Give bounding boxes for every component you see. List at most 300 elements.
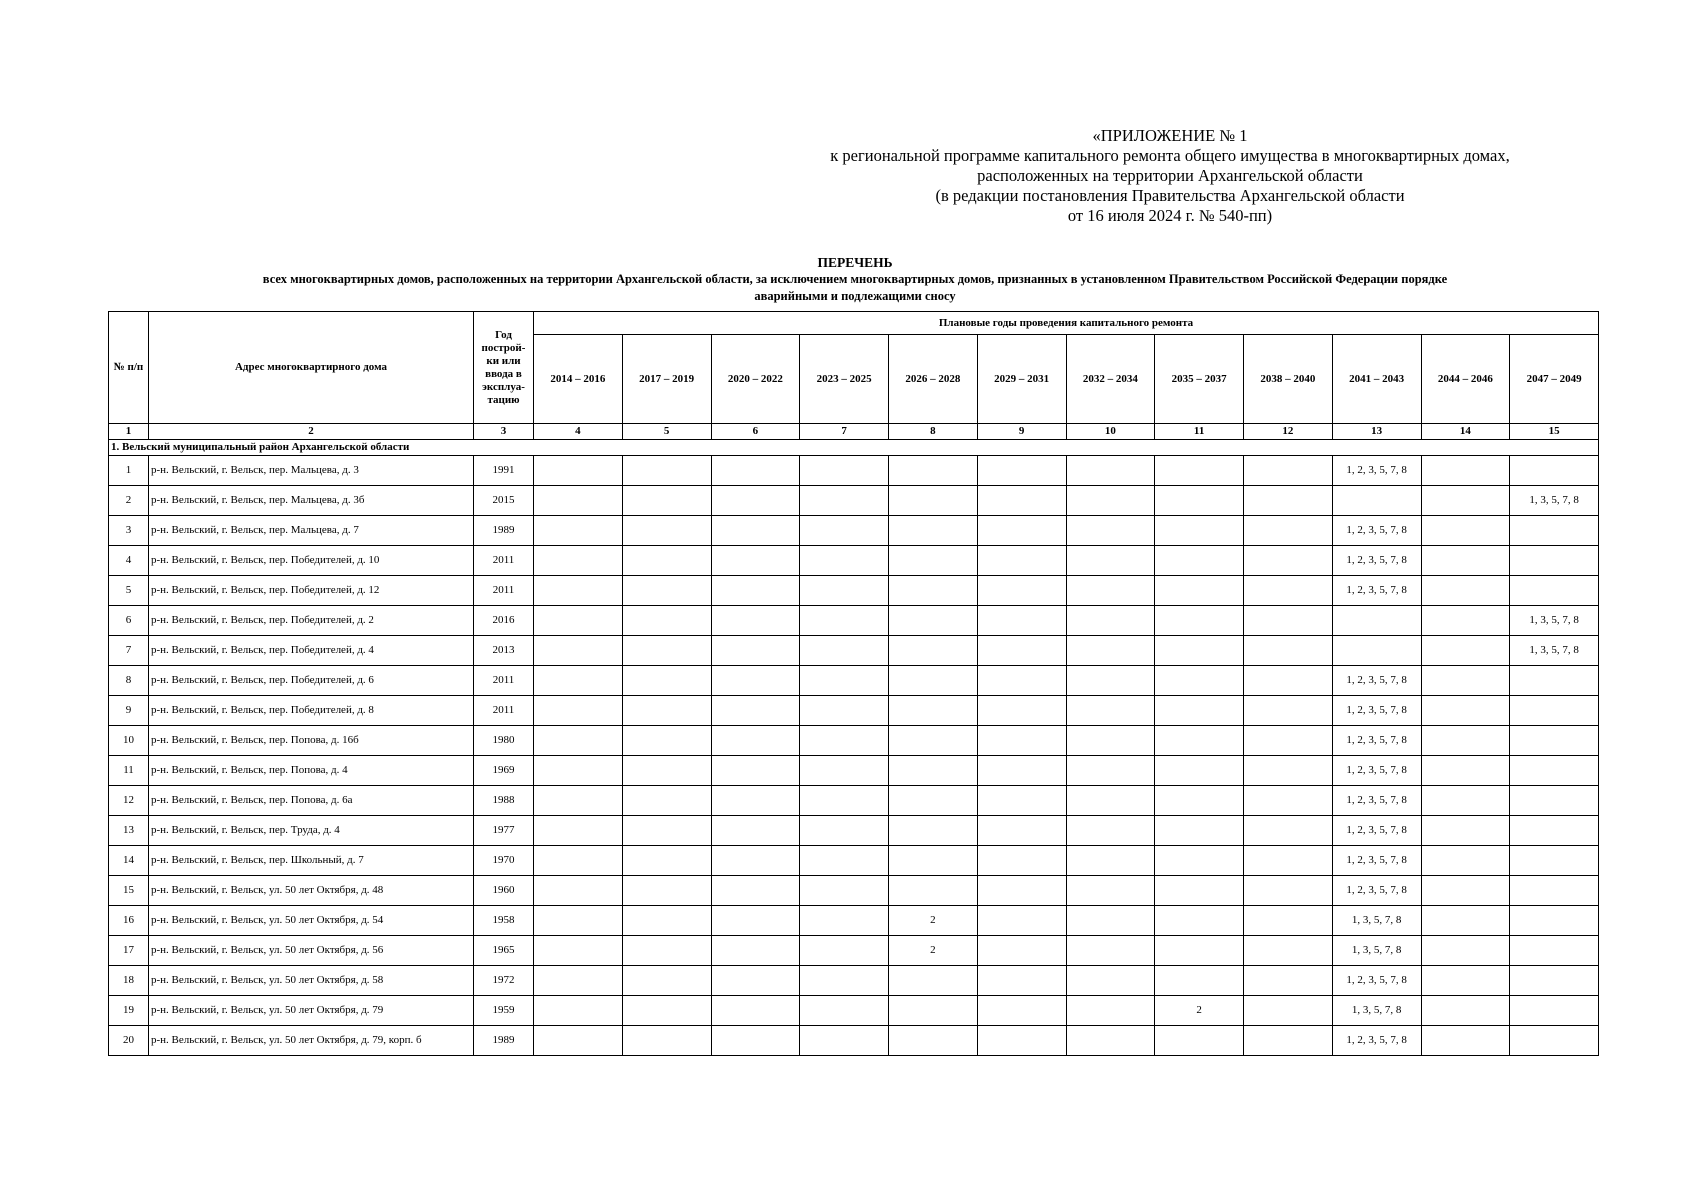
column-number: 11 <box>1155 424 1244 440</box>
row-period-cell <box>889 516 978 546</box>
row-number: 10 <box>109 726 149 756</box>
row-period-cell <box>800 816 889 846</box>
table-row <box>109 576 1599 606</box>
row-period-cell <box>1155 516 1244 546</box>
row-period-cell <box>711 936 800 966</box>
row-period-cell <box>1066 876 1155 906</box>
row-period-cell <box>711 786 800 816</box>
row-period-cell <box>800 936 889 966</box>
row-year: 2011 <box>474 546 534 576</box>
row-period-cell <box>711 576 800 606</box>
column-number: 2 <box>149 424 474 440</box>
row-period-cell <box>622 786 711 816</box>
row-period-cell <box>1155 486 1244 516</box>
row-period-cell: 1, 2, 3, 5, 7, 8 <box>1332 456 1421 486</box>
row-period-cell <box>1421 876 1510 906</box>
row-year: 2016 <box>474 606 534 636</box>
row-year: 1991 <box>474 456 534 486</box>
row-period-cell <box>1510 756 1599 786</box>
row-period-cell <box>534 1026 623 1056</box>
row-period-cell <box>1244 696 1333 726</box>
table-row <box>109 756 1599 786</box>
row-period-cell <box>534 606 623 636</box>
column-number: 6 <box>711 424 800 440</box>
row-period-cell <box>1066 786 1155 816</box>
row-period-cell: 1, 3, 5, 7, 8 <box>1332 996 1421 1026</box>
row-period-cell <box>889 486 978 516</box>
row-period-cell <box>1421 666 1510 696</box>
row-period-cell <box>889 846 978 876</box>
row-period-cell <box>1421 966 1510 996</box>
row-period-cell <box>1510 576 1599 606</box>
row-period-cell <box>1332 606 1421 636</box>
row-period-cell <box>1244 726 1333 756</box>
row-period-cell <box>1066 546 1155 576</box>
row-period-cell <box>1510 666 1599 696</box>
row-period-cell: 2 <box>889 906 978 936</box>
row-period-cell: 1, 2, 3, 5, 7, 8 <box>1332 576 1421 606</box>
row-period-cell <box>1421 936 1510 966</box>
appendix-line: к региональной программе капитального ремонта общего имущества в многоквартирных домах, <box>830 146 1510 165</box>
row-address: р-н. Вельский, г. Вельск, ул. 50 лет Октября, д. 79 <box>149 996 474 1026</box>
row-period-cell <box>889 996 978 1026</box>
row-number: 18 <box>109 966 149 996</box>
row-period-cell <box>1510 936 1599 966</box>
row-address: р-н. Вельский, г. Вельск, пер. Мальцева, д. 3б <box>149 486 474 516</box>
row-period-cell <box>1510 546 1599 576</box>
row-period-cell <box>1066 636 1155 666</box>
row-period-cell <box>1421 906 1510 936</box>
row-address: р-н. Вельский, г. Вельск, пер. Победителей, д. 2 <box>149 606 474 636</box>
row-period-cell: 1, 2, 3, 5, 7, 8 <box>1332 756 1421 786</box>
row-period-cell <box>1155 456 1244 486</box>
row-period-cell <box>977 846 1066 876</box>
row-period-cell <box>1421 696 1510 726</box>
row-year: 2015 <box>474 486 534 516</box>
row-period-cell <box>1421 486 1510 516</box>
row-number: 20 <box>109 1026 149 1056</box>
row-period-cell <box>1155 936 1244 966</box>
row-period-cell <box>1244 576 1333 606</box>
row-period-cell <box>711 1026 800 1056</box>
row-period-cell <box>800 756 889 786</box>
row-period-cell <box>711 456 800 486</box>
table-row <box>109 996 1599 1026</box>
row-period-cell <box>1421 516 1510 546</box>
row-period-cell <box>711 636 800 666</box>
row-period-cell <box>889 726 978 756</box>
row-period-cell <box>534 936 623 966</box>
row-period-cell <box>534 486 623 516</box>
section-label: 1. Вельский муниципальный район Архангельской области <box>109 440 1599 456</box>
row-period-cell <box>534 696 623 726</box>
header-num: № п/п <box>109 312 149 424</box>
row-period-cell <box>1421 786 1510 816</box>
row-period-cell <box>622 876 711 906</box>
column-number: 9 <box>977 424 1066 440</box>
row-period-cell <box>534 966 623 996</box>
row-period-cell <box>977 576 1066 606</box>
row-period-cell <box>800 606 889 636</box>
row-period-cell <box>534 456 623 486</box>
row-period-cell <box>534 756 623 786</box>
row-period-cell <box>1066 996 1155 1026</box>
row-period-cell <box>711 876 800 906</box>
appendix-line: (в редакции постановления Правительства Архангельской области <box>935 186 1405 205</box>
row-period-cell <box>977 636 1066 666</box>
row-period-cell <box>622 726 711 756</box>
table-row <box>109 1026 1599 1056</box>
row-period-cell <box>1155 876 1244 906</box>
header-period: 2023 – 2025 <box>800 335 889 424</box>
row-period-cell <box>1244 636 1333 666</box>
row-period-cell <box>622 486 711 516</box>
row-period-cell <box>889 666 978 696</box>
row-period-cell <box>534 786 623 816</box>
row-period-cell <box>800 1026 889 1056</box>
row-period-cell <box>1244 876 1333 906</box>
row-period-cell <box>1421 1026 1510 1056</box>
header-period: 2035 – 2037 <box>1155 335 1244 424</box>
row-period-cell <box>1421 996 1510 1026</box>
row-period-cell <box>711 726 800 756</box>
row-period-cell <box>1421 576 1510 606</box>
row-period-cell <box>1155 606 1244 636</box>
column-number: 10 <box>1066 424 1155 440</box>
row-period-cell: 1, 2, 3, 5, 7, 8 <box>1332 546 1421 576</box>
table-row <box>109 636 1599 666</box>
row-address: р-н. Вельский, г. Вельск, пер. Труда, д. 4 <box>149 816 474 846</box>
row-period-cell <box>711 966 800 996</box>
column-number: 15 <box>1510 424 1599 440</box>
row-period-cell <box>1155 756 1244 786</box>
row-period-cell <box>1066 666 1155 696</box>
row-period-cell: 1, 2, 3, 5, 7, 8 <box>1332 666 1421 696</box>
row-period-cell <box>977 966 1066 996</box>
row-number: 7 <box>109 636 149 666</box>
table-row <box>109 606 1599 636</box>
row-period-cell <box>800 666 889 696</box>
title-line: аварийными и подлежащими сносу <box>754 289 956 303</box>
table-row <box>109 816 1599 846</box>
row-period-cell <box>534 996 623 1026</box>
header-period: 2020 – 2022 <box>711 335 800 424</box>
row-year: 1965 <box>474 936 534 966</box>
column-number: 5 <box>622 424 711 440</box>
row-period-cell <box>1510 966 1599 996</box>
row-period-cell <box>977 996 1066 1026</box>
row-period-cell <box>889 576 978 606</box>
column-number: 7 <box>800 424 889 440</box>
row-period-cell <box>534 516 623 546</box>
table-header-row <box>109 312 1599 335</box>
row-period-cell <box>622 936 711 966</box>
row-period-cell <box>534 816 623 846</box>
row-period-cell <box>622 546 711 576</box>
row-address: р-н. Вельский, г. Вельск, пер. Мальцева, д. 3 <box>149 456 474 486</box>
row-address: р-н. Вельский, г. Вельск, пер. Победителей, д. 10 <box>149 546 474 576</box>
row-period-cell <box>1155 906 1244 936</box>
row-period-cell <box>622 576 711 606</box>
row-period-cell <box>889 456 978 486</box>
column-number: 13 <box>1332 424 1421 440</box>
row-period-cell <box>1510 1026 1599 1056</box>
row-period-cell <box>1155 786 1244 816</box>
row-period-cell <box>534 666 623 696</box>
row-year: 1980 <box>474 726 534 756</box>
column-number: 3 <box>474 424 534 440</box>
row-period-cell <box>977 906 1066 936</box>
row-period-cell <box>1066 816 1155 846</box>
row-address: р-н. Вельский, г. Вельск, ул. 50 лет Октября, д. 56 <box>149 936 474 966</box>
row-period-cell <box>977 1026 1066 1056</box>
row-period-cell <box>800 876 889 906</box>
row-period-cell <box>1421 846 1510 876</box>
row-period-cell: 1, 2, 3, 5, 7, 8 <box>1332 1026 1421 1056</box>
row-year: 1989 <box>474 516 534 546</box>
row-period-cell <box>1066 456 1155 486</box>
row-period-cell <box>1244 846 1333 876</box>
row-period-cell <box>622 906 711 936</box>
row-period-cell <box>1155 546 1244 576</box>
row-period-cell <box>800 486 889 516</box>
row-number: 11 <box>109 756 149 786</box>
row-period-cell: 1, 3, 5, 7, 8 <box>1332 936 1421 966</box>
table-row <box>109 546 1599 576</box>
row-period-cell <box>977 876 1066 906</box>
row-period-cell <box>1244 546 1333 576</box>
table-row <box>109 516 1599 546</box>
row-period-cell <box>889 606 978 636</box>
row-period-cell <box>1155 666 1244 696</box>
row-period-cell <box>1244 996 1333 1026</box>
document-title <box>110 254 1600 305</box>
row-period-cell <box>977 516 1066 546</box>
row-period-cell <box>1066 486 1155 516</box>
row-period-cell <box>977 726 1066 756</box>
row-period-cell <box>711 486 800 516</box>
row-period-cell <box>800 846 889 876</box>
row-year: 1969 <box>474 756 534 786</box>
table-row <box>109 666 1599 696</box>
row-address: р-н. Вельский, г. Вельск, пер. Школьный, д. 7 <box>149 846 474 876</box>
row-period-cell <box>800 636 889 666</box>
row-period-cell <box>622 756 711 786</box>
row-period-cell <box>1066 756 1155 786</box>
row-number: 9 <box>109 696 149 726</box>
table-row <box>109 726 1599 756</box>
row-period-cell: 1, 3, 5, 7, 8 <box>1510 636 1599 666</box>
table-body <box>109 440 1599 1056</box>
row-period-cell <box>1510 786 1599 816</box>
row-address: р-н. Вельский, г. Вельск, ул. 50 лет Октября, д. 54 <box>149 906 474 936</box>
row-period-cell <box>1421 456 1510 486</box>
row-number: 5 <box>109 576 149 606</box>
row-period-cell <box>1155 726 1244 756</box>
header-year: Год построй-ки или ввода в эксплуа-тацию <box>474 312 534 424</box>
row-period-cell <box>534 546 623 576</box>
row-address: р-н. Вельский, г. Вельск, ул. 50 лет Октября, д. 58 <box>149 966 474 996</box>
row-period-cell <box>622 516 711 546</box>
column-number: 12 <box>1244 424 1333 440</box>
row-period-cell: 1, 2, 3, 5, 7, 8 <box>1332 696 1421 726</box>
row-period-cell <box>800 966 889 996</box>
row-period-cell <box>534 906 623 936</box>
row-period-cell <box>800 906 889 936</box>
row-year: 2011 <box>474 576 534 606</box>
row-period-cell <box>622 696 711 726</box>
header-period: 2032 – 2034 <box>1066 335 1155 424</box>
row-period-cell <box>977 606 1066 636</box>
row-year: 2011 <box>474 696 534 726</box>
row-year: 1959 <box>474 996 534 1026</box>
header-period: 2038 – 2040 <box>1244 335 1333 424</box>
row-period-cell <box>1155 966 1244 996</box>
row-period-cell <box>1244 936 1333 966</box>
row-period-cell <box>1155 846 1244 876</box>
row-period-cell <box>1510 996 1599 1026</box>
row-period-cell <box>1244 456 1333 486</box>
row-address: р-н. Вельский, г. Вельск, пер. Победителей, д. 6 <box>149 666 474 696</box>
row-period-cell <box>1155 1026 1244 1056</box>
row-period-cell <box>1421 546 1510 576</box>
table-row <box>109 696 1599 726</box>
row-period-cell <box>977 936 1066 966</box>
row-period-cell <box>622 846 711 876</box>
row-period-cell <box>800 576 889 606</box>
row-period-cell <box>800 516 889 546</box>
row-year: 1960 <box>474 876 534 906</box>
row-period-cell <box>1510 456 1599 486</box>
row-period-cell <box>800 546 889 576</box>
row-period-cell <box>534 636 623 666</box>
row-period-cell: 1, 2, 3, 5, 7, 8 <box>1332 876 1421 906</box>
row-period-cell <box>622 456 711 486</box>
row-period-cell <box>711 816 800 846</box>
table-row <box>109 906 1599 936</box>
row-period-cell <box>711 846 800 876</box>
row-address: р-н. Вельский, г. Вельск, пер. Победителей, д. 8 <box>149 696 474 726</box>
row-year: 1977 <box>474 816 534 846</box>
table-row <box>109 876 1599 906</box>
row-period-cell <box>1421 816 1510 846</box>
row-period-cell <box>977 756 1066 786</box>
appendix-line: от 16 июля 2024 г. № 540-пп) <box>1067 206 1273 225</box>
appendix-line: «ПРИЛОЖЕНИЕ № 1 <box>1092 126 1248 145</box>
row-number: 13 <box>109 816 149 846</box>
row-period-cell: 1, 3, 5, 7, 8 <box>1510 606 1599 636</box>
row-period-cell <box>1155 636 1244 666</box>
row-address: р-н. Вельский, г. Вельск, пер. Попова, д. 16б <box>149 726 474 756</box>
table-row <box>109 456 1599 486</box>
row-year: 2011 <box>474 666 534 696</box>
row-period-cell: 1, 3, 5, 7, 8 <box>1510 486 1599 516</box>
row-period-cell <box>1244 906 1333 936</box>
row-period-cell: 2 <box>1155 996 1244 1026</box>
row-period-cell <box>1421 726 1510 756</box>
row-period-cell <box>622 666 711 696</box>
title-line: всех многоквартирных домов, расположенных на территории Архангельской области, за исключением многоквартирных домов, признанных в установленном Правительством Российской Федерации порядке <box>262 272 1448 286</box>
row-period-cell <box>1066 906 1155 936</box>
row-period-cell <box>889 876 978 906</box>
row-address: р-н. Вельский, г. Вельск, пер. Попова, д. 6а <box>149 786 474 816</box>
row-period-cell <box>534 846 623 876</box>
row-period-cell <box>1066 696 1155 726</box>
row-period-cell <box>889 696 978 726</box>
row-period-cell <box>1244 606 1333 636</box>
row-period-cell <box>622 606 711 636</box>
row-period-cell <box>1066 576 1155 606</box>
row-period-cell <box>1066 726 1155 756</box>
row-period-cell <box>622 966 711 996</box>
row-period-cell <box>534 876 623 906</box>
table-row <box>109 786 1599 816</box>
row-period-cell <box>1244 786 1333 816</box>
section-row <box>109 440 1599 456</box>
row-period-cell <box>711 606 800 636</box>
row-period-cell <box>711 546 800 576</box>
table-row <box>109 936 1599 966</box>
row-year: 1958 <box>474 906 534 936</box>
row-year: 1972 <box>474 966 534 996</box>
row-period-cell <box>1155 696 1244 726</box>
row-year: 1988 <box>474 786 534 816</box>
row-period-cell <box>800 456 889 486</box>
row-period-cell <box>1332 636 1421 666</box>
title-main: ПЕРЕЧЕНЬ <box>817 255 893 270</box>
row-period-cell <box>711 666 800 696</box>
row-period-cell <box>800 726 889 756</box>
row-number: 19 <box>109 996 149 1026</box>
row-period-cell <box>534 726 623 756</box>
row-period-cell: 2 <box>889 936 978 966</box>
row-period-cell <box>1510 846 1599 876</box>
row-period-cell <box>1066 1026 1155 1056</box>
row-period-cell <box>977 816 1066 846</box>
row-period-cell <box>800 786 889 816</box>
appendix-header <box>820 126 1520 226</box>
row-number: 8 <box>109 666 149 696</box>
row-address: р-н. Вельский, г. Вельск, пер. Попова, д. 4 <box>149 756 474 786</box>
row-number: 17 <box>109 936 149 966</box>
row-period-cell <box>1066 516 1155 546</box>
header-period: 2029 – 2031 <box>977 335 1066 424</box>
row-year: 1989 <box>474 1026 534 1056</box>
row-period-cell <box>977 486 1066 516</box>
row-period-cell <box>1510 726 1599 756</box>
row-number: 16 <box>109 906 149 936</box>
row-period-cell: 1, 2, 3, 5, 7, 8 <box>1332 786 1421 816</box>
row-address: р-н. Вельский, г. Вельск, ул. 50 лет Октября, д. 79, корп. б <box>149 1026 474 1056</box>
row-period-cell <box>1155 816 1244 846</box>
row-period-cell <box>977 666 1066 696</box>
row-period-cell <box>977 546 1066 576</box>
row-period-cell <box>1066 966 1155 996</box>
header-planned: Плановые годы проведения капитального ремонта <box>534 312 1599 335</box>
row-period-cell <box>1510 876 1599 906</box>
row-period-cell <box>1244 1026 1333 1056</box>
row-period-cell <box>1510 516 1599 546</box>
row-period-cell <box>889 756 978 786</box>
row-period-cell <box>1332 486 1421 516</box>
row-period-cell <box>622 1026 711 1056</box>
header-address: Адрес многоквартирного дома <box>149 312 474 424</box>
row-period-cell: 1, 2, 3, 5, 7, 8 <box>1332 966 1421 996</box>
row-period-cell <box>1244 816 1333 846</box>
row-period-cell <box>711 756 800 786</box>
row-period-cell: 1, 2, 3, 5, 7, 8 <box>1332 726 1421 756</box>
row-period-cell: 1, 2, 3, 5, 7, 8 <box>1332 816 1421 846</box>
